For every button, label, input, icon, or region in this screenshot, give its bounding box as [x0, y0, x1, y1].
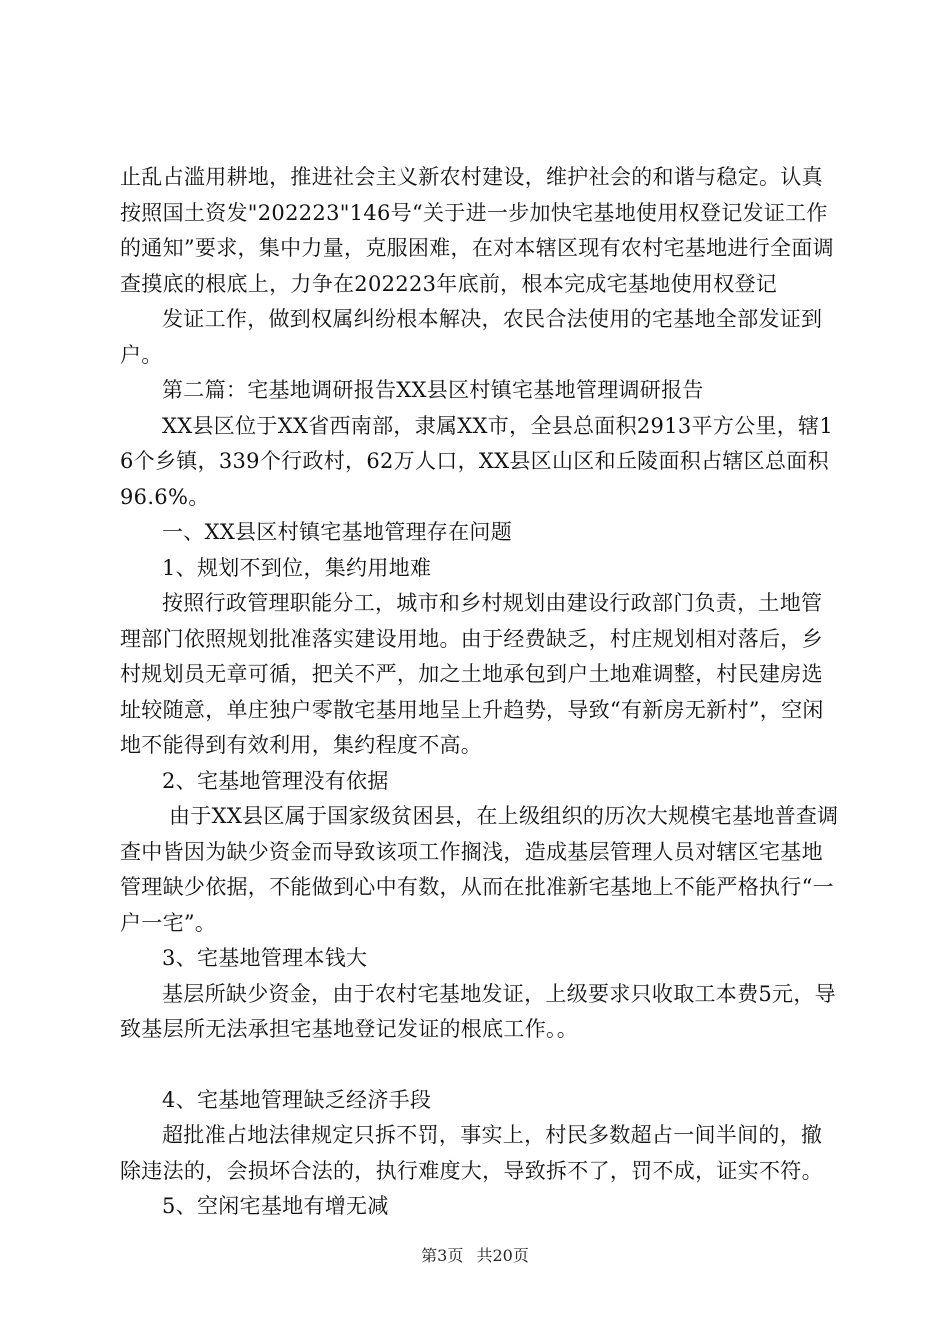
paragraph-planning: 按照行政管理职能分工，城市和乡村规划由建设行政部门负责，土地管理部门依照规划批准落实建设用地。由于经费缺乏，村庄规划相对落后，乡村规划员无章可循，把关不严，加之土地承包到户土地难调整，村民建房选址较随意，单庄独户零散宅基用地呈上升趋势，导致“有新房无新村”，空闲地不能得到有效利用，集约程度不高。	[120, 591, 824, 757]
document-body	[120, 160, 840, 1225]
paragraph-economic-means: 超批准占地法律规定只拆不罚，事实上，村民多数超占一间半间的，撤除违法的，会损坏合法的，执行难度大，导致拆不了，罚不成，证实不符。	[120, 1123, 823, 1183]
subheading-3: 3、宅基地管理本钱大	[162, 946, 368, 970]
subheading-4: 4、宅基地管理缺乏经济手段	[162, 1087, 432, 1112]
paragraph-no-basis: 由于XX县区属于国家级贫困县，在上级组织的历次大规模宅基地普查调查中皆因为缺少资金而导致该项工作搁浅，造成基层管理人员对辖区宅基地管理缺少依据，不能做到心中有数，从而在批准新宅基地上不能严格执行“一户一宅”。	[120, 804, 839, 935]
page-footer	[0, 1243, 950, 1266]
paragraph-county-overview: XX县区位于XX省西南部，隶属XX市，全县总面积2913平方公里，辖16个乡镇，339个行政村，62万人口，XX县区山区和丘陵面积占辖区总面积96.6%。	[120, 413, 834, 509]
section-title: 第二篇：宅基地调研报告XX县区村镇宅基地管理调研报告	[162, 378, 704, 402]
paragraph-continuation: 止乱占滥用耕地，推进社会主义新农村建设，维护社会的和谐与稳定。认真按照国土资发"202223"146号“关于进一步加快宅基地使用权登记发证工作的通知”要求，集中力量，克服困难，在对本辖区现有农村宅基地进行全面调查摸底的根底上，力争在202223年底前，根本完成宅基地使用权登记	[120, 165, 834, 296]
total-pages: 共20页	[476, 1246, 529, 1265]
page-number: 第3页	[421, 1246, 464, 1265]
subheading-2: 2、宅基地管理没有依据	[162, 768, 389, 793]
subheading-1: 1、规划不到位，集约用地难	[162, 555, 432, 580]
heading-problems: 一、XX县区村镇宅基地管理存在问题	[162, 520, 512, 544]
paragraph-cost: 基层所缺少资金，由于农村宅基地发证，上级要求只收取工本费5元，导致基层所无法承担宅基地登记发证的根底工作。。	[120, 981, 836, 1041]
subheading-5: 5、空闲宅基地有增无减	[162, 1194, 389, 1218]
paragraph-certification: 发证工作，做到权属纠纷根本解决，农民合法使用的宅基地全部发证到户。	[120, 307, 823, 367]
